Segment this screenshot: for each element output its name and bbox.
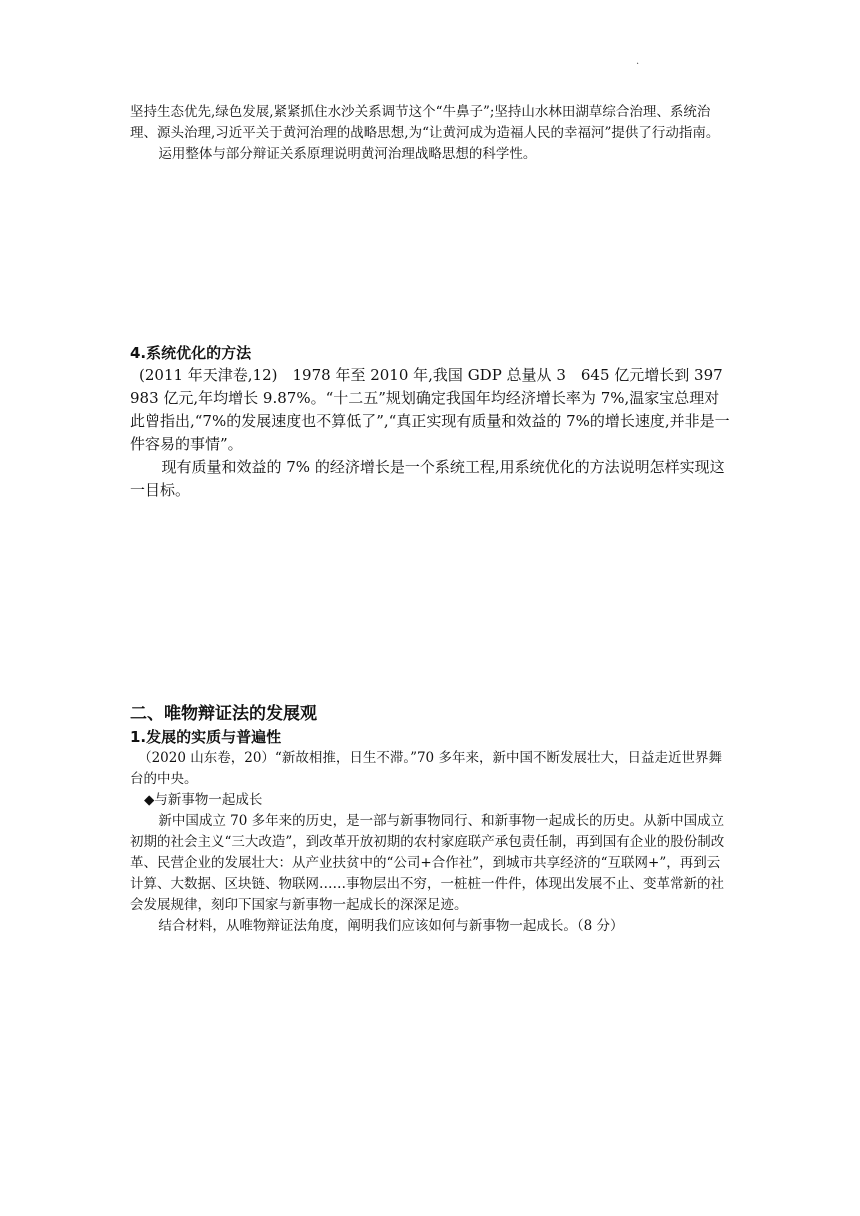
subsection-1-heading: 1.发展的实质与普遍性 xyxy=(130,728,282,746)
section-system-optimization xyxy=(130,342,730,502)
yellow-river-question: 运用整体与部分辩证关系原理说明黄河治理战略思想的科学性。 xyxy=(158,146,537,162)
yellow-river-text: 坚持生态优先,绿色发展,紧紧抓住水沙关系调节这个“牛鼻子”;坚持山水林田湖草综合治理、系统治理、源头治理,习近平关于黄河治理的战略思想,为“让黄河成为造福人民的幸福河”提供了行动指南。 xyxy=(130,104,720,141)
gdp-question: 现有质量和效益的 7% 的经济增长是一个系统工程,用系统优化的方法说明怎样实现这一目标。 xyxy=(130,458,725,499)
passage-yellow-river xyxy=(130,102,730,165)
part-2-heading: 二、唯物辩证法的发展观 xyxy=(130,704,317,724)
header-dot: . xyxy=(636,56,640,67)
shandong-intro: （2020 山东卷，20）“新故相推，日生不滞。”70 多年来，新中国不断发展壮大，日益走近世界舞台的中央。 xyxy=(130,750,722,787)
new-things-question: 结合材料，从唯物辩证法角度，阐明我们应该如何与新事物一起成长。（8 分） xyxy=(158,918,624,934)
bullet-new-things: ◆与新事物一起成长 xyxy=(144,792,263,808)
part-development-view xyxy=(130,702,730,937)
gdp-passage: (2011 年天津卷,12) 1978 年至 2010 年,我国 GDP 总量从 3 645 亿元增长到 397 983 亿元,年均增长 9.87%。“十二五”规划确定我国年均经济增长率为 7%,温家宝总理对此曾指出,“7%的发展速度也不算低了”,“真正实现有质量和效益的 7%的增长速度,并非是一件容易的事情”。 xyxy=(130,366,730,453)
new-things-passage: 新中国成立 70 多年来的历史，是一部与新事物同行、和新事物一起成长的历史。从新中国成立初期的社会主义“三大改造”，到改革开放初期的农村家庭联产承包责任制，再到国有企业的股份制改革、民营企业的发展壮大：从产业扶贫中的“公司+合作社”，到城市共享经济的“互联网+”，再到云计算、大数据、区块链、物联网……事物层出不穷，一桩桩一件件，体现出发展不止、变革常新的社会发展规律，刻印下国家与新事物一起成长的深深足迹。 xyxy=(130,813,725,913)
section-4-heading: 4.系统优化的方法 xyxy=(130,344,252,362)
